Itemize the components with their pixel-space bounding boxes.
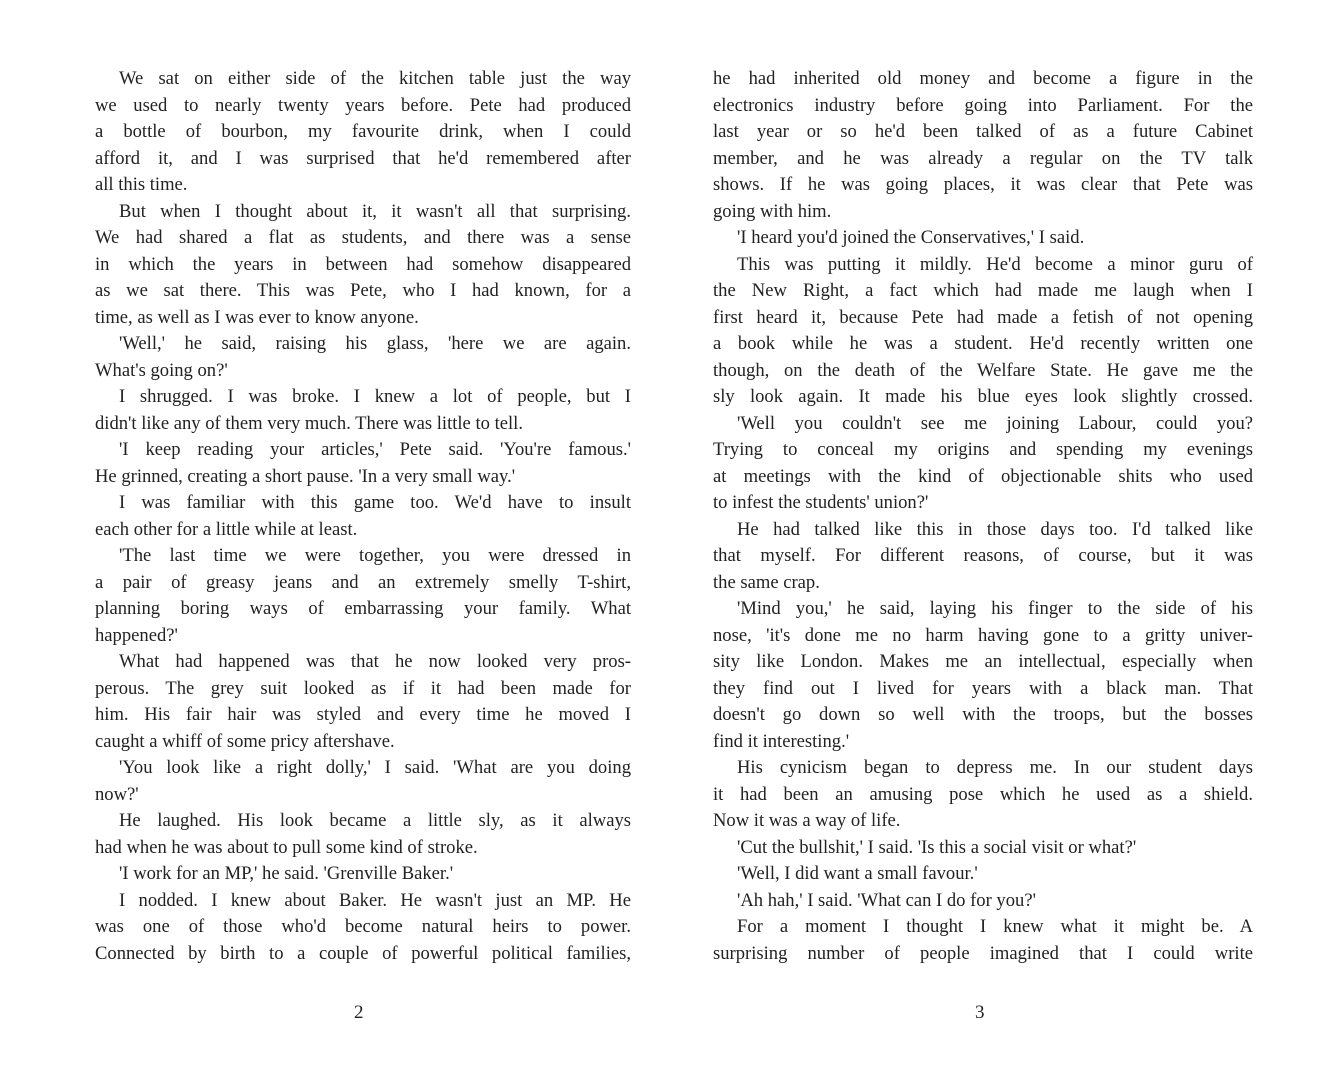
text-line: He had talked like this in those days too. I'd talked like	[737, 518, 1253, 540]
text-line: sity like London. Makes me an intellectual, especially when	[713, 651, 1253, 672]
text-line: planning boring ways of embarrassing your family. What	[95, 598, 631, 619]
text-line: happened?'	[95, 624, 178, 646]
text-line: 'The last time we were together, you were dressed in	[119, 545, 631, 566]
text-line: had when he was about to pull some kind of stroke.	[95, 836, 478, 858]
text-line: We had shared a flat as students, and there was a sense	[95, 227, 631, 248]
text-line: nose, 'it's done me no harm having gone to a gritty univer-	[713, 624, 1253, 646]
text-line: But when I thought about it, it wasn't all that surprising.	[119, 200, 631, 222]
left-page-text	[95, 66, 631, 967]
text-line: I shrugged. I was broke. I knew a lot of people, but I	[119, 386, 631, 407]
text-line: him. His fair hair was styled and every time he moved I	[95, 704, 631, 725]
text-line: I nodded. I knew about Baker. He wasn't just an MP. He	[119, 889, 631, 911]
text-line: in which the years in between had somehow disappeared	[95, 253, 631, 275]
text-line: he had inherited old money and become a figure in the	[713, 68, 1253, 89]
text-line: 'Ah hah,' I said. 'What can I do for you?'	[737, 889, 1036, 911]
text-line: though, on the death of the Welfare State. He gave me the	[713, 359, 1253, 381]
text-line: last year or so he'd been talked of as a future Cabinet	[713, 121, 1253, 142]
text-line: at meetings with the kind of objectionable shits who used	[713, 465, 1253, 487]
text-line: we used to nearly twenty years before. Pete had produced	[95, 94, 631, 116]
text-line: 'Mind you,' he said, laying his finger to the side of his	[737, 598, 1253, 619]
text-line: sly look again. It made his blue eyes look slightly crossed.	[713, 386, 1253, 407]
text-line: now?'	[95, 783, 139, 805]
text-line: What had happened was that he now looked very pros-	[119, 651, 631, 672]
text-line: that myself. For different reasons, of course, but it was	[713, 545, 1253, 566]
text-line: He laughed. His look became a little sly, as it always	[119, 810, 631, 831]
text-line: each other for a little while at least.	[95, 518, 358, 540]
text-line: We sat on either side of the kitchen table just the way	[119, 68, 631, 89]
text-line: perous. The grey suit looked as if it had been made for	[95, 677, 631, 699]
text-line: all this time.	[95, 174, 188, 195]
text-line: I was familiar with this game too. We'd have to insult	[119, 492, 631, 513]
left-page	[95, 66, 631, 967]
text-line: 'I heard you'd joined the Conservatives,' I said.	[737, 227, 1085, 248]
text-line: first heard it, because Pete had made a fetish of not opening	[713, 306, 1253, 328]
text-line: shows. If he was going places, it was clear that Pete was	[713, 174, 1253, 195]
text-line: to infest the students' union?'	[713, 492, 929, 513]
text-line: the New Right, a fact which had made me laugh when I	[713, 280, 1253, 301]
text-line: time, as well as I was ever to know anyone.	[95, 306, 419, 328]
text-line: electronics industry before going into Parliament. For the	[713, 94, 1253, 116]
text-line: a bottle of bourbon, my favourite drink, when I could	[95, 121, 631, 142]
text-line: didn't like any of them very much. There was little to tell.	[95, 412, 523, 434]
text-line: 'Well, I did want a small favour.'	[737, 863, 978, 884]
text-line: His cynicism began to depress me. In our student days	[737, 757, 1253, 778]
text-line: as we sat there. This was Pete, who I had known, for a	[95, 280, 631, 301]
text-line: This was putting it mildly. He'd become a minor guru of	[737, 253, 1253, 275]
text-line: going with him.	[713, 200, 832, 222]
text-line: was one of those who'd become natural heirs to power.	[95, 916, 631, 937]
right-page-text	[713, 66, 1253, 967]
text-line: 'I work for an MP,' he said. 'Grenville Baker.'	[119, 863, 454, 884]
text-line: find it interesting.'	[713, 730, 850, 752]
text-line: 'Well you couldn't see me joining Labour, could you?	[737, 412, 1253, 434]
text-line: it had been an amusing pose which he used as a shield.	[713, 783, 1253, 805]
text-line: doesn't go down so well with the troops, but the bosses	[713, 704, 1253, 725]
text-line: a pair of greasy jeans and an extremely smelly T-shirt,	[95, 571, 631, 593]
text-line: 'I keep reading your articles,' Pete said. 'You're famous.'	[119, 439, 631, 460]
text-line: He grinned, creating a short pause. 'In a very small way.'	[95, 465, 516, 487]
text-line: Trying to conceal my origins and spending my evenings	[713, 439, 1253, 460]
page-number-right: 3	[975, 1002, 985, 1023]
text-line: 'Cut the bullshit,' I said. 'Is this a social visit or what?'	[737, 836, 1137, 858]
text-line: 'You look like a right dolly,' I said. 'What are you doing	[119, 757, 631, 778]
text-line: surprising number of people imagined that I could write	[713, 942, 1253, 964]
text-line: caught a whiff of some pricy aftershave.	[95, 730, 395, 752]
right-page	[713, 66, 1253, 967]
text-line: they find out I lived for years with a black man. That	[713, 677, 1253, 699]
text-line: What's going on?'	[95, 359, 228, 381]
text-line: 'Well,' he said, raising his glass, 'here we are again.	[119, 333, 631, 354]
text-line: Connected by birth to a couple of powerful political families,	[95, 942, 631, 964]
text-line: the same crap.	[713, 571, 820, 593]
text-line: Now it was a way of life.	[713, 810, 901, 831]
text-line: member, and he was already a regular on the TV talk	[713, 147, 1253, 169]
text-line: For a moment I thought I knew what it might be. A	[737, 916, 1253, 937]
text-line: afford it, and I was surprised that he'd remembered after	[95, 147, 631, 169]
page-number-left: 2	[354, 1002, 364, 1023]
text-line: a book while he was a student. He'd recently written one	[713, 333, 1253, 354]
